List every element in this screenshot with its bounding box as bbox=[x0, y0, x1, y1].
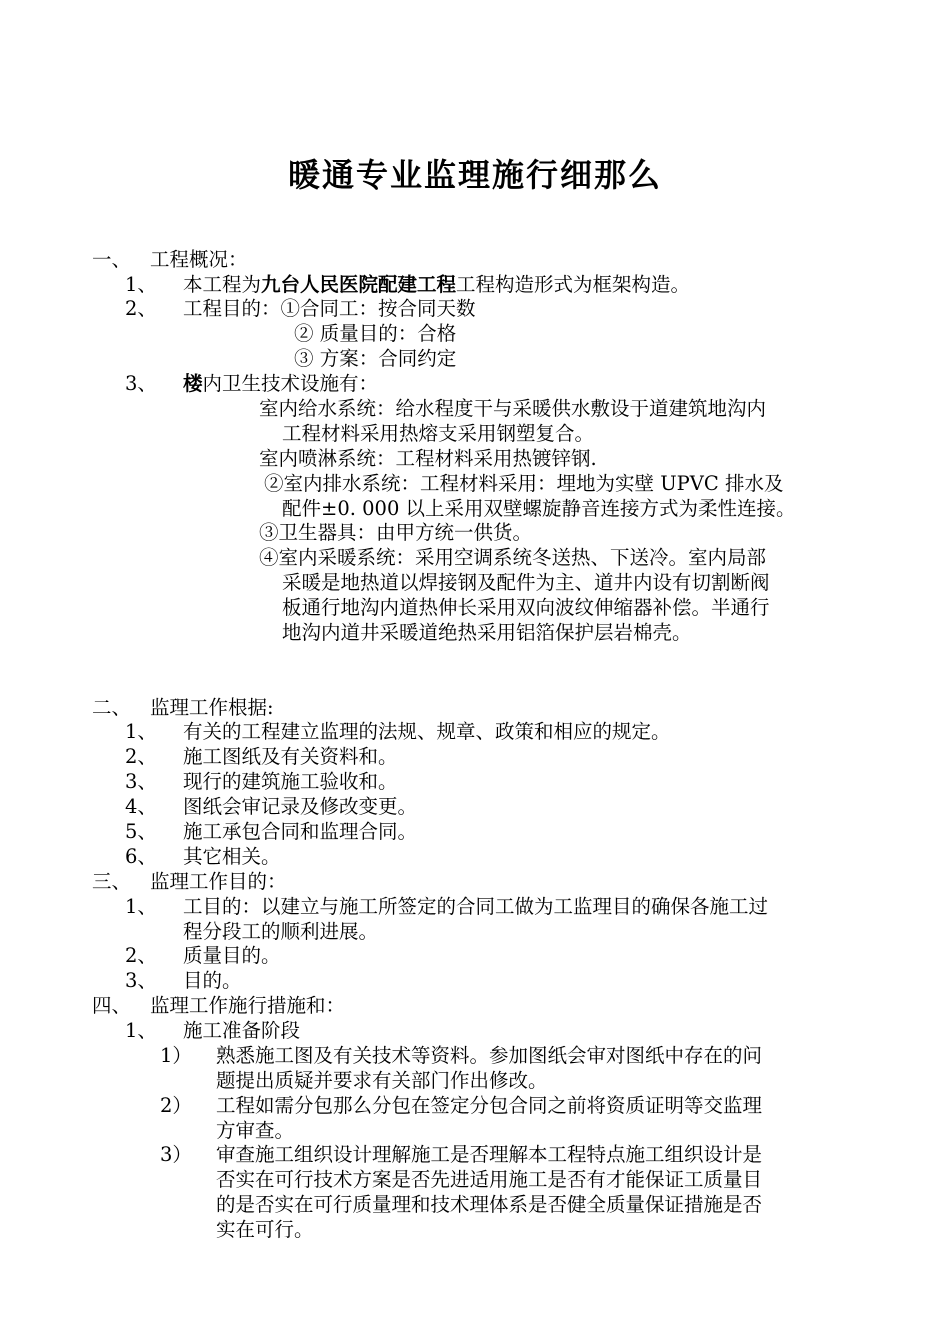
s4-sub-3-line-3: 的是否实在可行质量理和技术理体系是否健全质量保证措施是否 bbox=[216, 1193, 763, 1216]
s3-item-2-text: 质量目的。 bbox=[183, 944, 281, 967]
s3-item-1-line-2: 程分段工的顺利进展。 bbox=[183, 920, 379, 943]
section-4-heading: 监理工作施行措施和： bbox=[150, 994, 346, 1017]
project-name: 九台人民医院配建工程 bbox=[261, 273, 457, 296]
section-2-heading: 监理工作根据: bbox=[150, 696, 274, 719]
s1-item-3-number: 3、 bbox=[125, 372, 157, 395]
section-3-heading: 监理工作目的： bbox=[150, 870, 287, 893]
s4-item-1-text: 施工准备阶段 bbox=[183, 1019, 301, 1042]
s4-sub-2-line-1: 工程如需分包那么分包在签定分包合同之前将资质证明等交监理 bbox=[216, 1094, 763, 1117]
heating-line-3: 板通行地沟内道热伸长采用双向波纹伸缩器补偿。半通行 bbox=[282, 596, 770, 619]
heating-line-4: 地沟内道井采暖道绝热采用铝箔保护层岩棉壳。 bbox=[282, 621, 692, 644]
s3-item-1-line-1: 工目的：以建立与施工所签定的合同工做为工监理目的确保各施工过 bbox=[183, 895, 769, 918]
s2-item-number: 4、 bbox=[125, 795, 157, 818]
s4-sub-1-number: 1） bbox=[160, 1044, 192, 1067]
s1-item-2-line-1: 工程目的：①合同工：按合同天数 bbox=[183, 297, 476, 320]
s1-item-3-bold: 楼 bbox=[183, 372, 203, 395]
water-supply-line-2: 工程材料采用热熔支采用钢塑复合。 bbox=[282, 422, 595, 445]
s1-item-2-number: 2、 bbox=[125, 297, 157, 320]
s1-item-1-post: 工程构造形式为框架构造。 bbox=[456, 273, 691, 296]
s4-sub-3-line-2: 否实在可行技术方案是否先进适用施工是否有才能保证工质量目 bbox=[216, 1168, 763, 1191]
s2-item-number: 2、 bbox=[125, 745, 157, 768]
document-title: 暖通专业监理施行细那么 bbox=[287, 156, 662, 194]
s4-sub-1-line-2: 题提出质疑并要求有关部门作出修改。 bbox=[216, 1069, 548, 1092]
section-3-number: 三、 bbox=[92, 870, 132, 893]
s3-item-3-text: 目的。 bbox=[183, 969, 242, 992]
s1-item-3-rest: 内卫生技术设施有： bbox=[202, 372, 379, 395]
drainage-line-2: 配件±0. 000 以上采用双壁螺旋静音连接方式为柔性连接。 bbox=[282, 497, 796, 520]
s1-item-1-text bbox=[183, 273, 690, 297]
s2-item-text: 施工承包合同和监理合同。 bbox=[183, 820, 418, 843]
s2-item-number: 1、 bbox=[125, 720, 157, 743]
s4-sub-2-line-2: 方审查。 bbox=[216, 1119, 295, 1142]
s4-item-1-number: 1、 bbox=[125, 1019, 157, 1042]
s2-item-text: 现行的建筑施工验收和。 bbox=[183, 770, 398, 793]
water-supply-line-1: 室内给水系统：给水程度干与采暖供水敷设于道建筑地沟内 bbox=[259, 397, 767, 420]
s1-item-1-number: 1、 bbox=[125, 273, 157, 296]
s3-item-2-number: 2、 bbox=[125, 944, 157, 967]
s4-sub-2-number: 2） bbox=[160, 1094, 192, 1117]
s4-sub-3-number: 3） bbox=[160, 1143, 192, 1166]
s4-sub-3-line-4: 实在可行。 bbox=[216, 1218, 314, 1241]
s4-sub-3-line-1: 审查施工组织设计理解施工是否理解本工程特点施工组织设计是 bbox=[216, 1143, 763, 1166]
sprinkler-line: 室内喷淋系统：工程材料采用热镀锌钢. bbox=[259, 447, 597, 470]
section-1-heading: 工程概况： bbox=[150, 248, 248, 271]
section-4-number: 四、 bbox=[92, 994, 132, 1017]
section-1-number: 一、 bbox=[92, 248, 132, 271]
s2-item-text: 施工图纸及有关资料和。 bbox=[183, 745, 398, 768]
s2-item-number: 5、 bbox=[125, 820, 157, 843]
s4-sub-1-line-1: 熟悉施工图及有关技术等资料。参加图纸会审对图纸中存在的问 bbox=[216, 1044, 763, 1067]
s1-item-2-line-2: ② 质量目的：合格 bbox=[294, 322, 457, 345]
s3-item-1-number: 1、 bbox=[125, 895, 157, 918]
s2-item-number: 6、 bbox=[125, 845, 157, 868]
s2-item-text: 图纸会审记录及修改变更。 bbox=[183, 795, 418, 818]
s3-item-3-number: 3、 bbox=[125, 969, 157, 992]
s1-item-1-pre: 本工程为 bbox=[183, 273, 262, 296]
s2-item-text: 有关的工程建立监理的法规、规章、政策和相应的规定。 bbox=[183, 720, 671, 743]
s1-item-2-line-3: ③ 方案：合同约定 bbox=[294, 347, 457, 370]
sanitary-ware-line: ③卫生器具：由甲方统一供货。 bbox=[259, 521, 533, 544]
drainage-line-1: ②室内排水系统：工程材料采用：埋地为实壁 UPVC 排水及 bbox=[264, 472, 784, 495]
section-2-number: 二、 bbox=[92, 696, 132, 719]
s2-item-text: 其它相关。 bbox=[183, 845, 281, 868]
s1-item-3-heading bbox=[183, 372, 378, 396]
heating-line-2: 采暖是地热道以焊接钢及配件为主、道井内设有切割断阀 bbox=[282, 571, 770, 594]
heating-line-1: ④室内采暖系统：采用空调系统冬送热、下送冷。室内局部 bbox=[259, 546, 767, 569]
s2-item-number: 3、 bbox=[125, 770, 157, 793]
